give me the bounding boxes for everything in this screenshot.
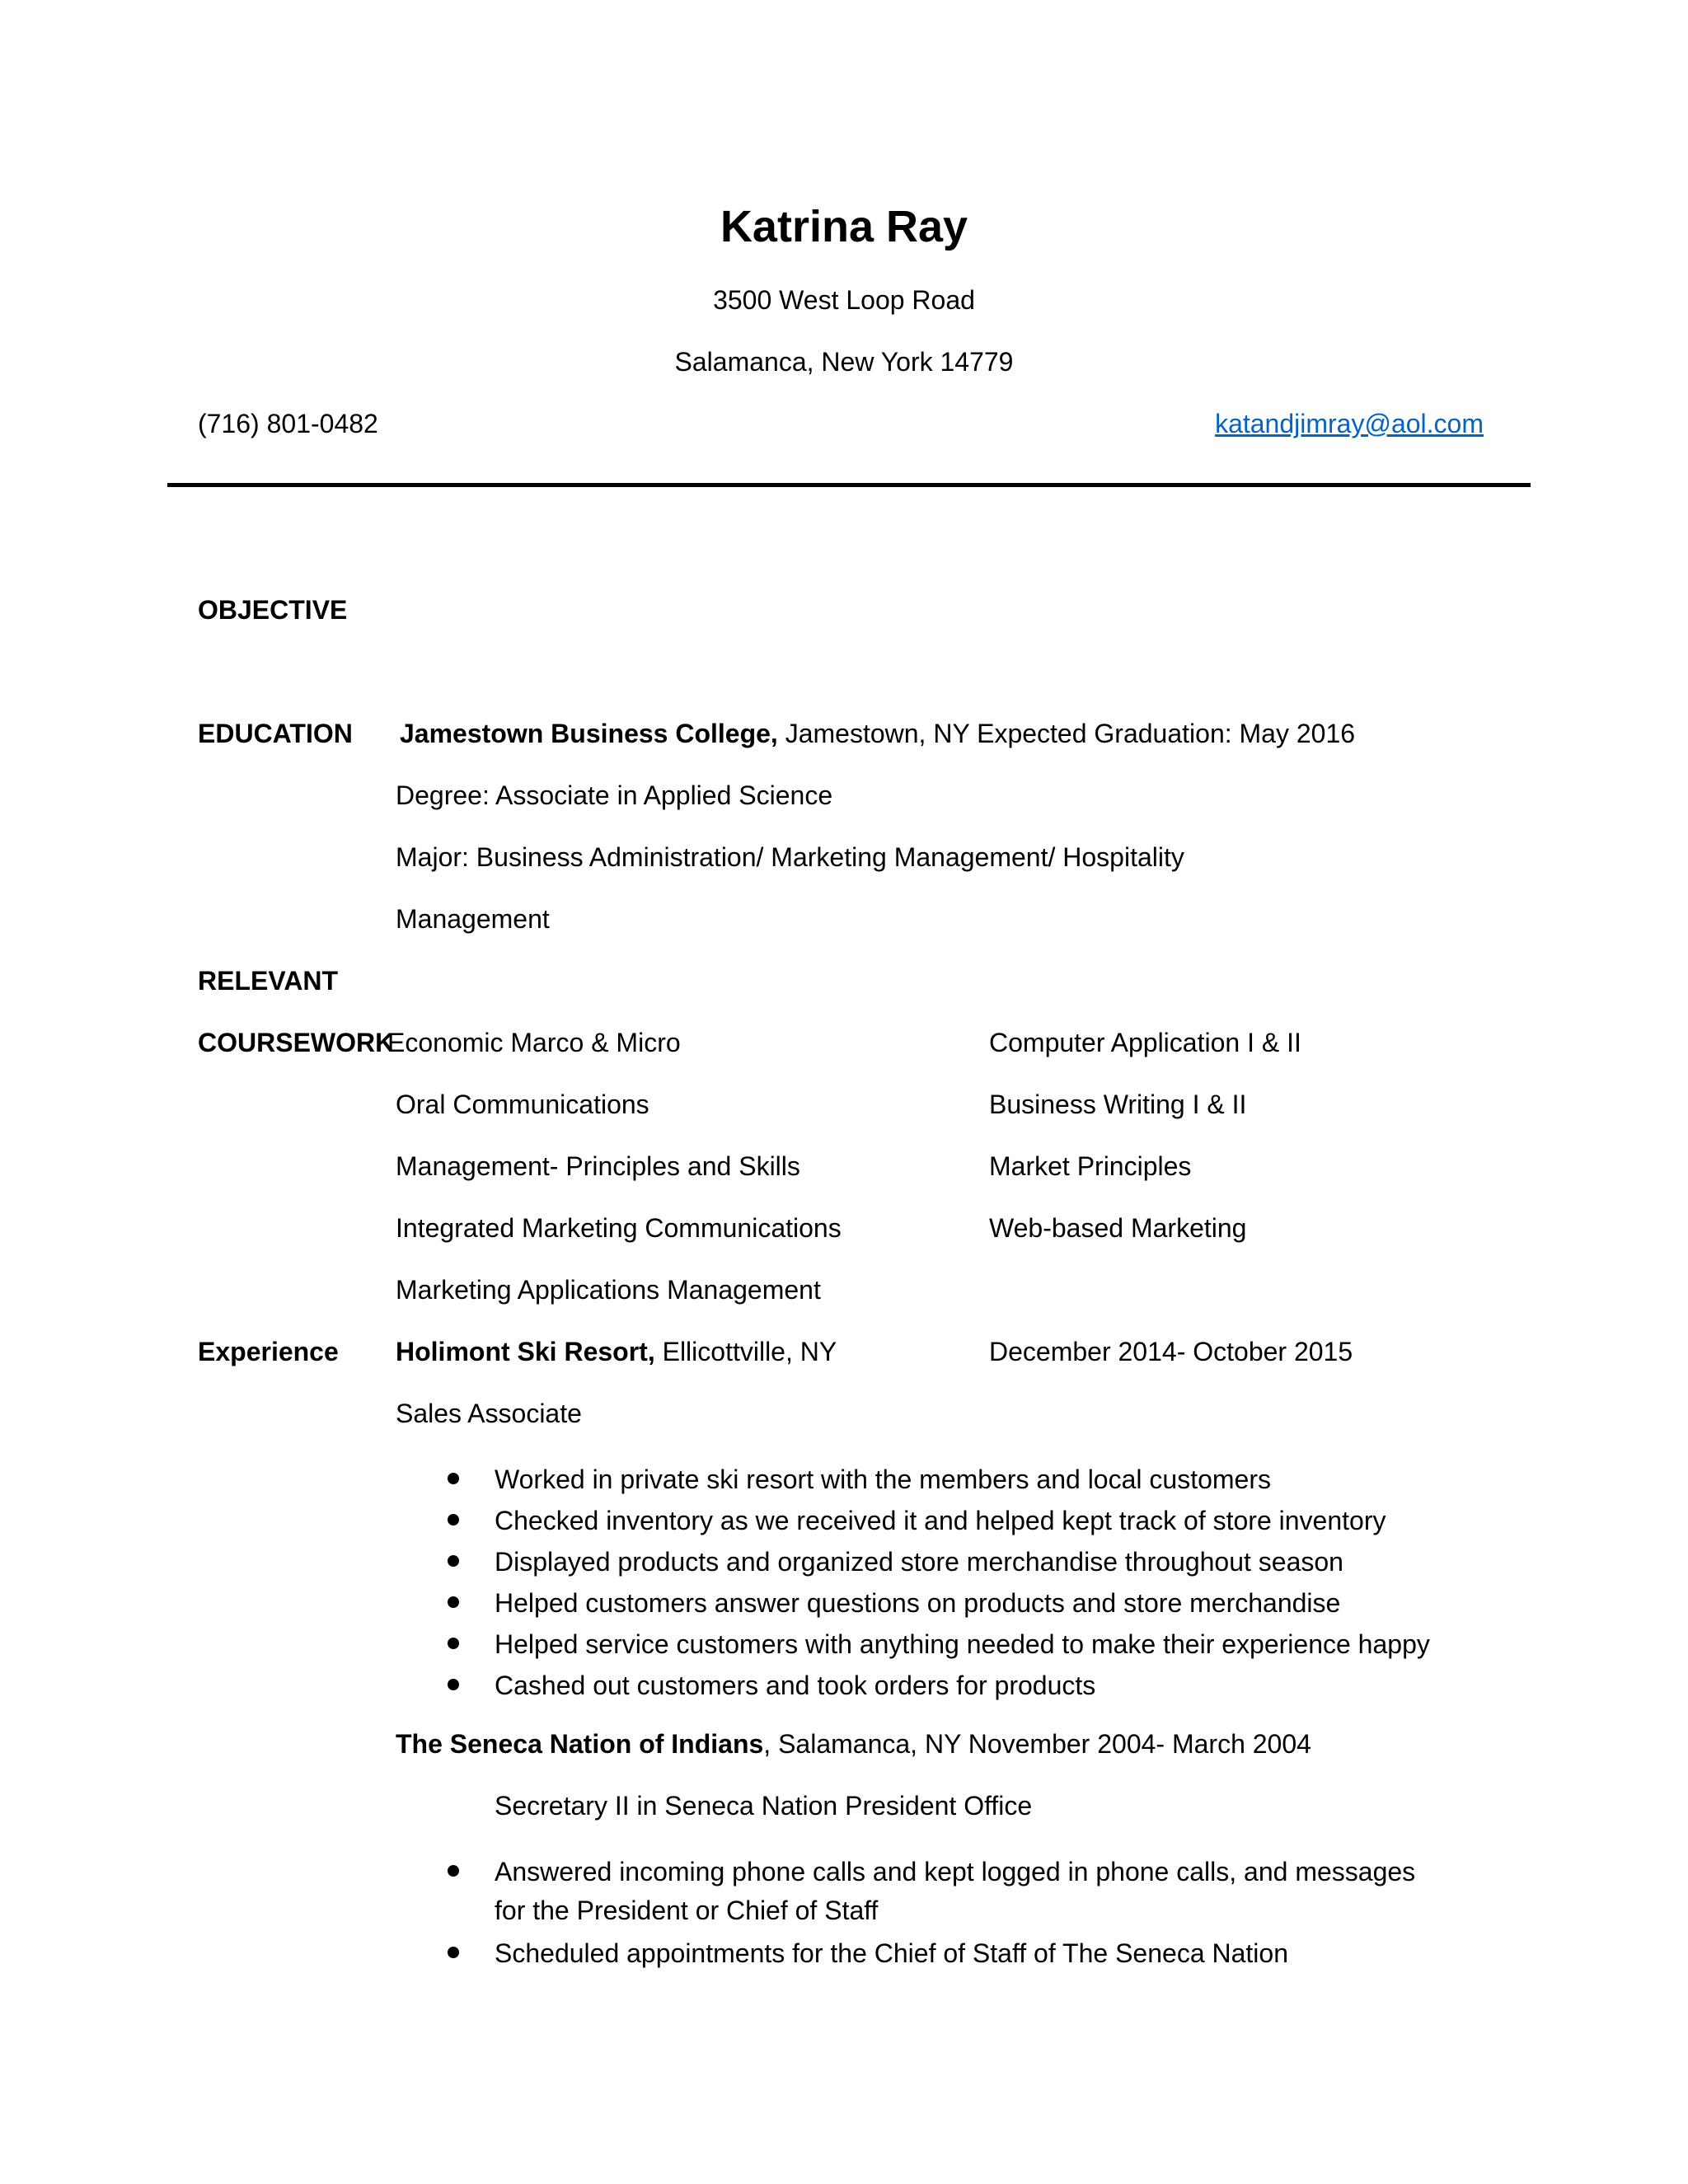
bullet-icon [448, 1596, 459, 1608]
header-divider [167, 483, 1531, 487]
education-major-line-1: Major: Business Administration/ Marketing Management/ Hospitality [396, 842, 1184, 872]
coursework-heading-line-2: COURSEWORK [198, 1028, 395, 1057]
course-item: Integrated Marketing Communications [396, 1213, 842, 1243]
list-item: Worked in private ski resort with the members and local customers [495, 1465, 1271, 1494]
list-item: Cashed out customers and took orders for products [495, 1671, 1096, 1700]
list-item: Answered incoming phone calls and kept logged in phone calls, and messages [495, 1857, 1416, 1886]
course-item: Oral Communications [396, 1090, 649, 1119]
job2-location: , Salamanca, NY November 2004- March 2004 [763, 1729, 1311, 1759]
email-link[interactable]: katandjimray@aol.com [1215, 409, 1484, 438]
list-item: Scheduled appointments for the Chief of Staff of The Seneca Nation [495, 1938, 1288, 1968]
job2-title: Secretary II in Seneca Nation President Office [495, 1791, 1033, 1821]
education-degree: Degree: Associate in Applied Science [396, 780, 833, 810]
bullet-icon [448, 1473, 459, 1484]
list-item-continuation: for the President or Chief of Staff [495, 1896, 879, 1925]
objective-heading: OBJECTIVE [198, 595, 348, 625]
job1-title: Sales Associate [396, 1399, 582, 1428]
address-line-1: 3500 West Loop Road [713, 285, 975, 315]
coursework-heading-line-1: RELEVANT [198, 966, 339, 996]
list-item: Displayed products and organized store merchandise throughout season [495, 1547, 1343, 1577]
bullet-icon [448, 1679, 459, 1690]
job2-employer: The Seneca Nation of Indians [396, 1729, 764, 1759]
job1-location: Ellicottville, NY [654, 1337, 837, 1366]
address-line-2: Salamanca, New York 14779 [674, 347, 1014, 377]
experience-heading: Experience [198, 1337, 339, 1366]
bullet-icon [448, 1947, 459, 1958]
list-item: Helped service customers with anything needed to make their experience happy [495, 1629, 1430, 1659]
list-item: Checked inventory as we received it and helped kept track of store inventory [495, 1506, 1386, 1535]
school-name: Jamestown Business College, [400, 719, 778, 748]
phone-number: (716) 801-0482 [198, 409, 378, 438]
course-item: Economic Marco & Micro [387, 1028, 681, 1057]
course-item: Business Writing I & II [989, 1090, 1247, 1119]
course-item: Marketing Applications Management [396, 1275, 821, 1305]
bullet-icon [448, 1514, 459, 1526]
list-item: Helped customers answer questions on products and store merchandise [495, 1588, 1341, 1618]
job2-employer-line [396, 1731, 1311, 1757]
bullet-icon [448, 1638, 459, 1649]
course-item: Web-based Marketing [989, 1213, 1247, 1243]
education-heading: EDUCATION [198, 719, 353, 748]
job1-employer-line [396, 1338, 837, 1365]
job1-dates: December 2014- October 2015 [989, 1337, 1353, 1366]
course-item: Computer Application I & II [989, 1028, 1301, 1057]
job1-employer: Holimont Ski Resort, [396, 1337, 655, 1366]
bullet-icon [448, 1555, 459, 1567]
course-item: Market Principles [989, 1151, 1192, 1181]
resume-name: Katrina Ray [720, 202, 968, 251]
education-school-line [400, 720, 1355, 747]
course-item: Management- Principles and Skills [396, 1151, 800, 1181]
education-major-line-2: Management [396, 904, 550, 934]
bullet-icon [448, 1865, 459, 1877]
school-details: Jamestown, NY Expected Graduation: May 2016 [777, 719, 1356, 748]
